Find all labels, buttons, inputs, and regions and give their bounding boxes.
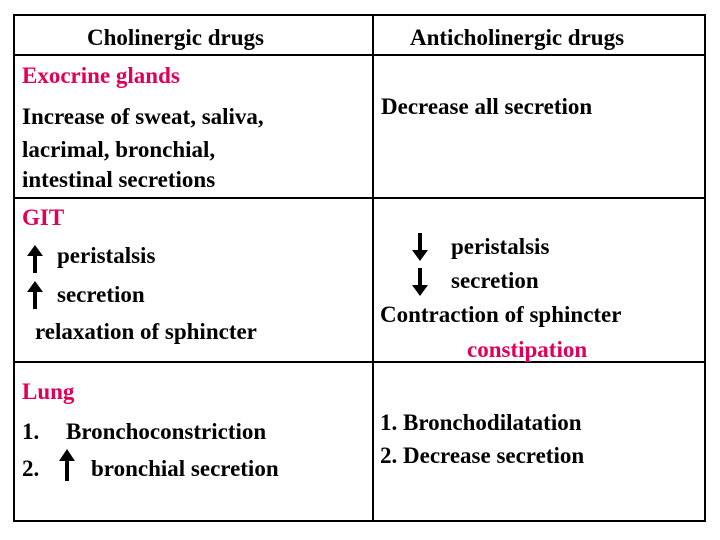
arrow-up-icon bbox=[59, 449, 75, 481]
header-divider bbox=[15, 54, 704, 56]
lung-left-2: bronchial secretion bbox=[91, 456, 279, 481]
git-left-secretion: secretion bbox=[57, 282, 145, 307]
lung-left-1: Bronchoconstriction bbox=[66, 419, 267, 444]
arrow-down-icon bbox=[412, 233, 428, 261]
exocrine-left-line-2: lacrimal, bronchial, bbox=[22, 137, 216, 162]
column-divider bbox=[372, 16, 374, 520]
arrow-down-icon bbox=[412, 268, 428, 296]
lung-right-2: 2. Decrease secretion bbox=[380, 443, 585, 468]
exocrine-right: Decrease all secretion bbox=[381, 94, 593, 119]
lung-left-2-number: 2. bbox=[22, 456, 40, 481]
git-left-peristalsis: peristalsis bbox=[57, 243, 156, 268]
git-right-secretion: secretion bbox=[451, 268, 539, 293]
exocrine-git-divider-left bbox=[15, 197, 372, 199]
header-anticholinergic: Anticholinergic drugs bbox=[410, 25, 625, 50]
arrow-up-icon bbox=[27, 245, 43, 273]
lung-right-1: 1. Bronchodilatation bbox=[380, 410, 582, 435]
git-lung-divider bbox=[15, 361, 704, 363]
exocrine-left-line-1: Increase of sweat, saliva, bbox=[22, 104, 264, 129]
git-right-contraction: Contraction of sphincter bbox=[380, 302, 622, 327]
exocrine-left-line-3: intestinal secretions bbox=[22, 167, 216, 192]
git-right-peristalsis: peristalsis bbox=[451, 234, 550, 259]
header-cholinergic: Cholinergic drugs bbox=[87, 25, 264, 50]
lung-left-1-number: 1. bbox=[22, 419, 40, 444]
arrow-up-icon bbox=[27, 281, 43, 309]
exocrine-git-divider-right bbox=[374, 197, 704, 199]
git-heading: GIT bbox=[22, 205, 65, 230]
exocrine-heading: Exocrine glands bbox=[22, 63, 180, 88]
lung-heading: Lung bbox=[22, 379, 75, 404]
git-right-constipation: constipation bbox=[467, 337, 588, 362]
git-left-relaxation: relaxation of sphincter bbox=[35, 319, 257, 344]
